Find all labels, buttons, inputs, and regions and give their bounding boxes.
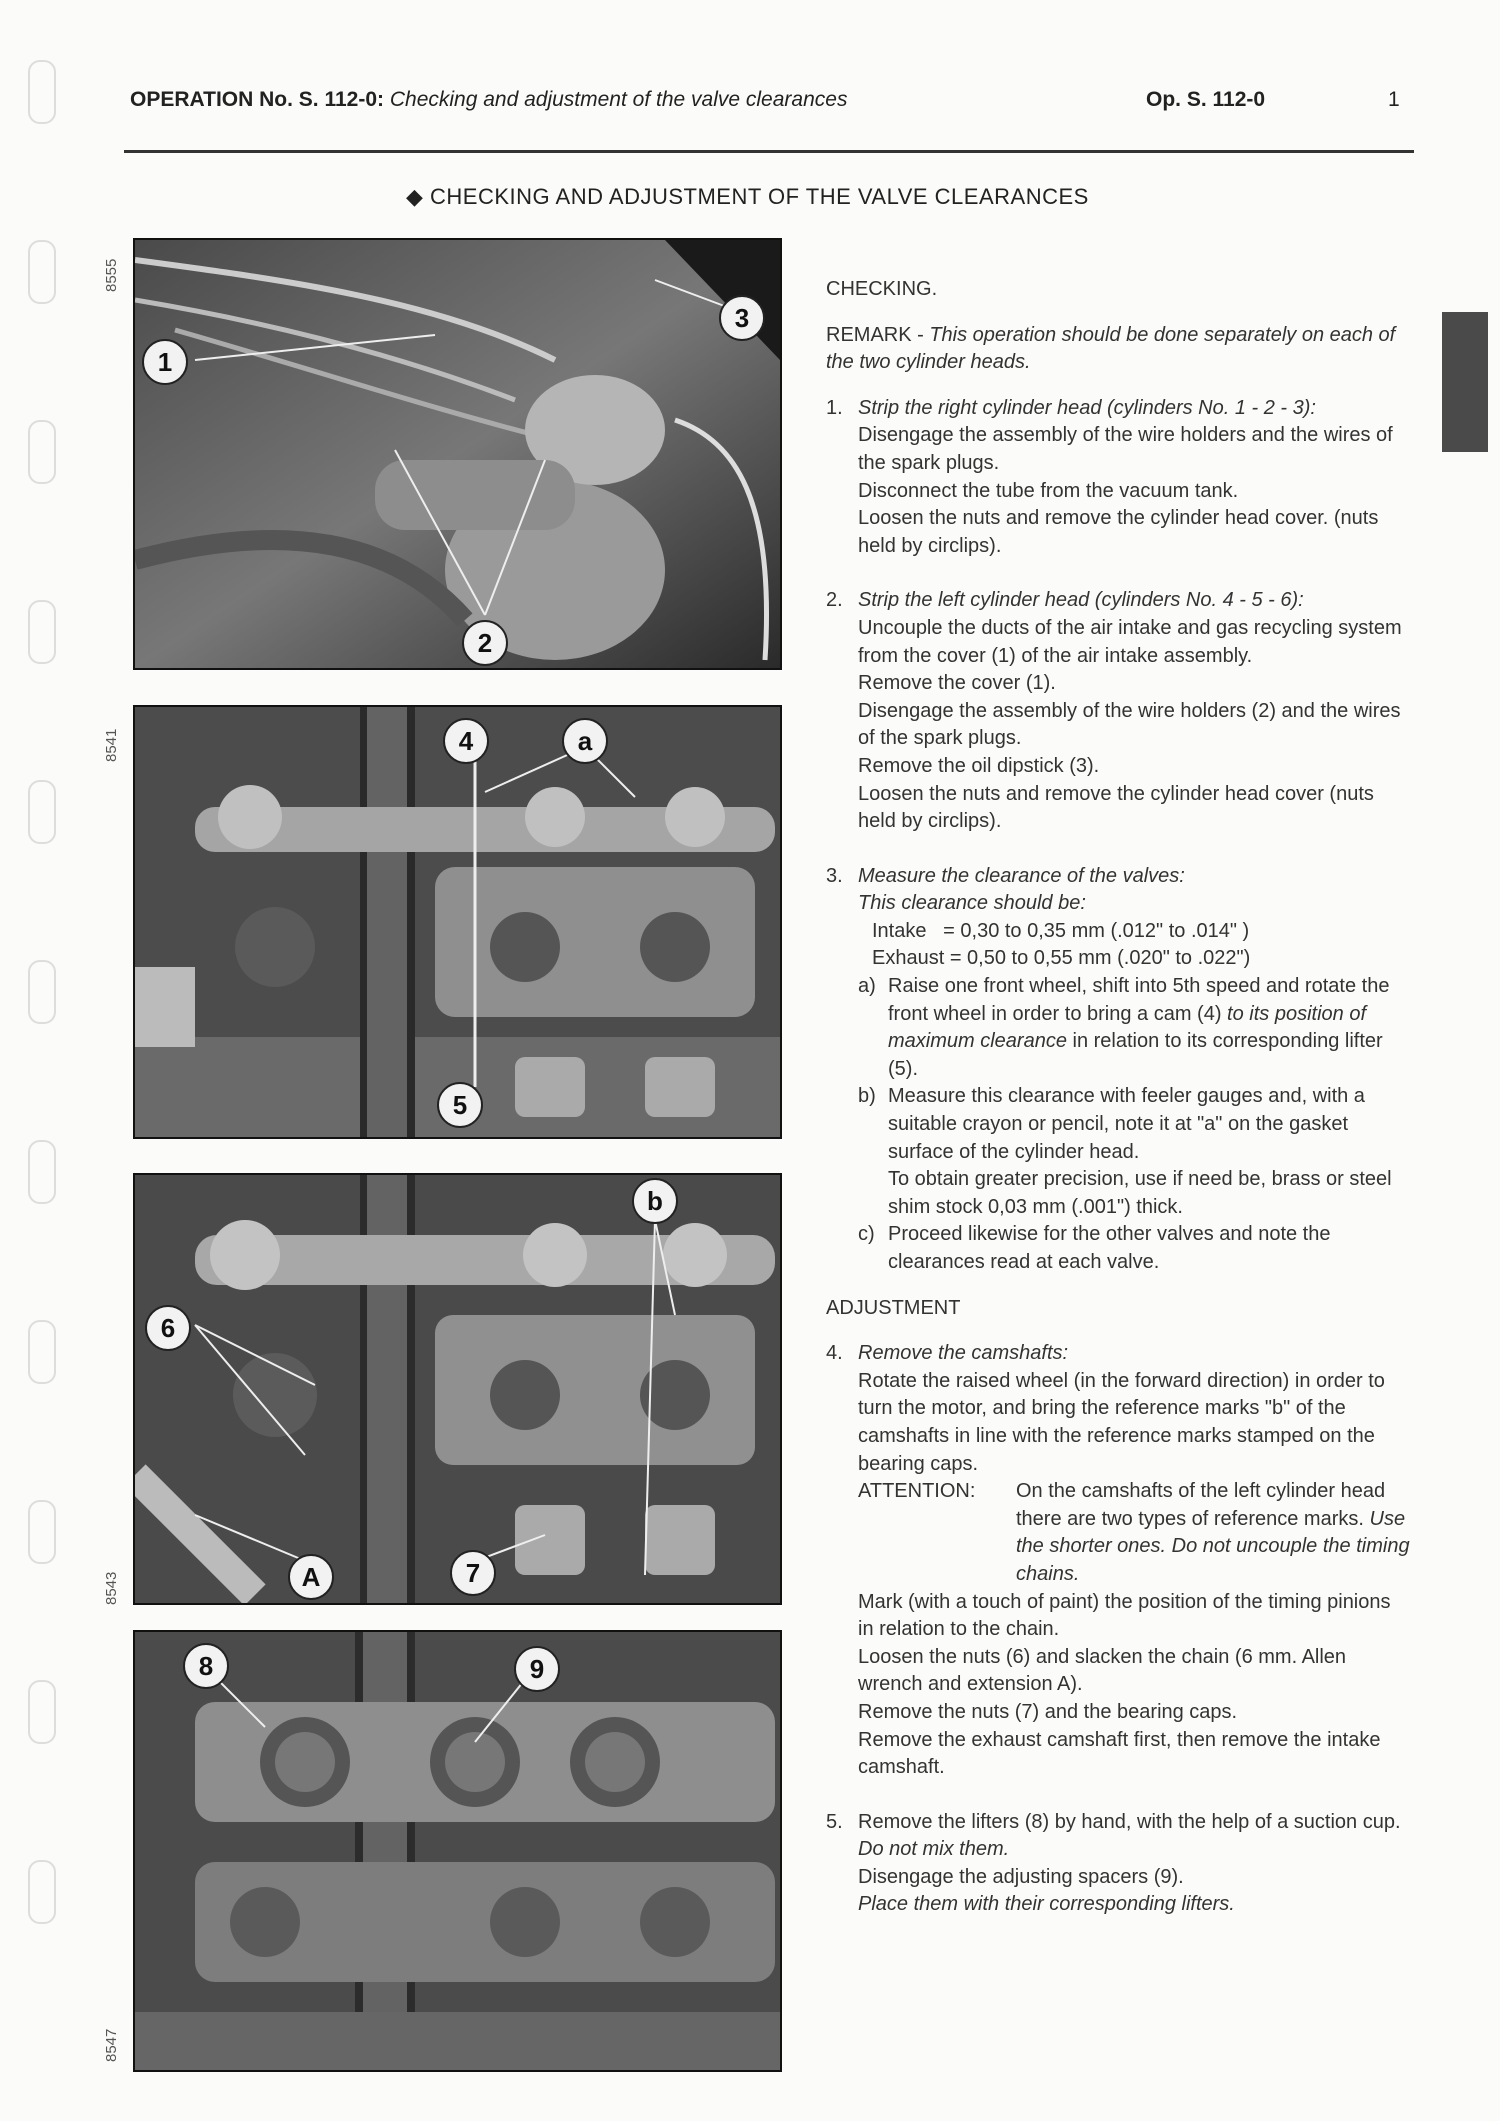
callout-7: 7 <box>450 1550 496 1596</box>
step-1 <box>826 395 1411 561</box>
callout-8: 8 <box>183 1643 229 1689</box>
sub-text-italic: to its position of maximum clearance <box>888 1002 1367 1053</box>
step-title: Strip the left cylinder head (cylinders No. 4 - 5 - 6): <box>858 589 1304 612</box>
sub-text: Measure this clearance with feeler gauges and, with a suitable crayon or pencil, note it at "a" on the gasket surface of the cylinder head. <box>888 1085 1365 1163</box>
step-line: Mark (with a touch of paint) the position of the timing pinions in relation to the chain. <box>858 1590 1391 1641</box>
binder-hole-mark <box>28 240 56 304</box>
engine-photo-3 <box>133 1173 782 1605</box>
step-line: Remove the nuts (7) and the bearing caps. <box>858 1700 1238 1723</box>
operation-label: OPERATION No. S. 112-0: <box>130 88 384 111</box>
step-number: 3. <box>826 864 843 887</box>
callout-1: 1 <box>142 339 188 385</box>
binder-hole-mark <box>28 1500 56 1564</box>
step-3b <box>858 1083 1411 1221</box>
callout-A: A <box>288 1554 334 1600</box>
attention-text: On the camshafts of the left cylinder head there are two types of reference marks. <box>1016 1480 1386 1530</box>
step-3 <box>826 863 1411 1277</box>
callout-a: a <box>562 718 608 764</box>
binder-hole-mark <box>28 960 56 1024</box>
page-number: 1 <box>1388 88 1400 111</box>
step-line: Uncouple the ducts of the air intake and gas recycling system from the cover (1) of the air intake assembly. <box>858 616 1402 667</box>
engine-photo-1 <box>133 238 782 670</box>
binder-hole-mark <box>28 1860 56 1924</box>
sub-text: Raise one front wheel, shift into 5th speed and rotate the front wheel in order to bring a cam (4) <box>888 975 1390 1025</box>
step-3c <box>858 1221 1411 1276</box>
step-3a <box>858 973 1411 1083</box>
step-line-italic: Place them with their corresponding lifters. <box>858 1893 1235 1916</box>
remark-label: REMARK - <box>826 323 930 346</box>
step-line: Loosen the nuts and remove the cylinder head cover. (nuts held by circlips). <box>858 507 1379 557</box>
step-line: Remove the cover (1). <box>858 672 1056 695</box>
step-4 <box>826 1340 1411 1782</box>
exhaust-spec: Exhaust = 0,50 to 0,55 mm (.020" to .022") <box>872 947 1251 970</box>
step-line: Remove the oil dipstick (3). <box>858 754 1100 777</box>
step-title: Strip the right cylinder head (cylinders No. 1 - 2 - 3): <box>858 396 1316 419</box>
step-title: Remove the camshafts: <box>858 1342 1069 1365</box>
sub-text: Proceed likewise for the other valves and note the clearances read at each valve. <box>888 1223 1331 1273</box>
sub-letter: b) <box>858 1085 876 1108</box>
attention-italic: Use the shorter ones. Do not uncouple the timing chains. <box>1016 1507 1410 1585</box>
attention-note <box>858 1478 1411 1588</box>
step-line: Disconnect the tube from the vacuum tank. <box>858 479 1239 502</box>
step-line: Remove the exhaust camshaft first, then remove the intake camshaft. <box>858 1728 1381 1779</box>
callout-4: 4 <box>443 718 489 764</box>
step-line: Disengage the assembly of the wire holders and the wires of the spark plugs. <box>858 424 1393 474</box>
intake-spec: Intake = 0,30 to 0,35 mm (.012" to .014" ) <box>872 919 1250 942</box>
step-5 <box>826 1809 1411 1919</box>
step-line: Disengage the adjusting spacers (9). <box>858 1865 1184 1888</box>
binder-hole-mark <box>28 600 56 664</box>
sub-letter: c) <box>858 1223 875 1246</box>
figure-number: 8547 <box>103 2028 120 2062</box>
engine-photo-4 <box>133 1630 782 2072</box>
page-header <box>130 88 847 112</box>
step-line: Rotate the raised wheel (in the forward direction) in order to turn the motor, and bring the reference marks "b" of the camshafts in line with the reference marks stamped on the bearing caps. <box>858 1369 1385 1475</box>
step-number: 2. <box>826 589 843 612</box>
binder-hole-mark <box>28 1680 56 1744</box>
figure-number: 8555 <box>103 258 120 292</box>
checking-heading: CHECKING. <box>826 278 938 300</box>
sub-text: in relation to its corresponding lifter (5). <box>888 1030 1383 1080</box>
callout-2: 2 <box>462 620 508 666</box>
callout-5: 5 <box>437 1082 483 1128</box>
step-number: 5. <box>826 1810 843 1833</box>
remark <box>826 322 1411 377</box>
instructions-column <box>826 276 1411 1919</box>
adjustment-heading: ADJUSTMENT <box>826 1296 961 1319</box>
binder-hole-mark <box>28 780 56 844</box>
sub-text: To obtain greater precision, use if need be, brass or steel shim stock 0,03 mm (.001") thick. <box>888 1168 1392 1218</box>
step-title: Measure the clearance of the valves: <box>858 864 1185 887</box>
binder-hole-mark <box>28 420 56 484</box>
binder-hole-mark <box>28 1320 56 1384</box>
callout-6: 6 <box>145 1305 191 1351</box>
binder-hole-mark <box>28 1140 56 1204</box>
step-line-italic: Do not mix them. <box>858 1838 1010 1861</box>
op-reference: Op. S. 112-0 <box>1146 88 1266 111</box>
remark-text: This operation should be done separately on each of the two cylinder heads. <box>826 323 1396 374</box>
header-rule <box>124 150 1414 153</box>
step-number: 4. <box>826 1342 843 1365</box>
step-subtitle: This clearance should be: <box>858 892 1086 915</box>
section-title: ◆ CHECKING AND ADJUSTMENT OF THE VALVE CLEARANCES <box>406 184 1089 209</box>
step-line: Loosen the nuts (6) and slacken the chain (6 mm. Allen wrench and extension A). <box>858 1645 1347 1696</box>
chapter-tab <box>1442 312 1488 452</box>
callout-b: b <box>632 1178 678 1224</box>
step-line: Disengage the assembly of the wire holders (2) and the wires of the spark plugs. <box>858 699 1401 750</box>
engine-photo-2 <box>133 705 782 1139</box>
step-2 <box>826 587 1411 835</box>
binder-hole-mark <box>28 60 56 124</box>
step-line: Loosen the nuts and remove the cylinder head cover (nuts held by circlips). <box>858 782 1374 833</box>
callout-3: 3 <box>719 295 765 341</box>
sub-letter: a) <box>858 975 876 998</box>
step-line: Remove the lifters (8) by hand, with the help of a suction cup. <box>858 1810 1401 1833</box>
operation-title: Checking and adjustment of the valve clearances <box>389 88 848 111</box>
figure-number: 8541 <box>103 728 120 762</box>
figure-number: 8543 <box>103 1571 120 1605</box>
attention-label: ATTENTION: <box>858 1480 976 1503</box>
step-number: 1. <box>826 396 843 419</box>
callout-9: 9 <box>514 1646 560 1692</box>
